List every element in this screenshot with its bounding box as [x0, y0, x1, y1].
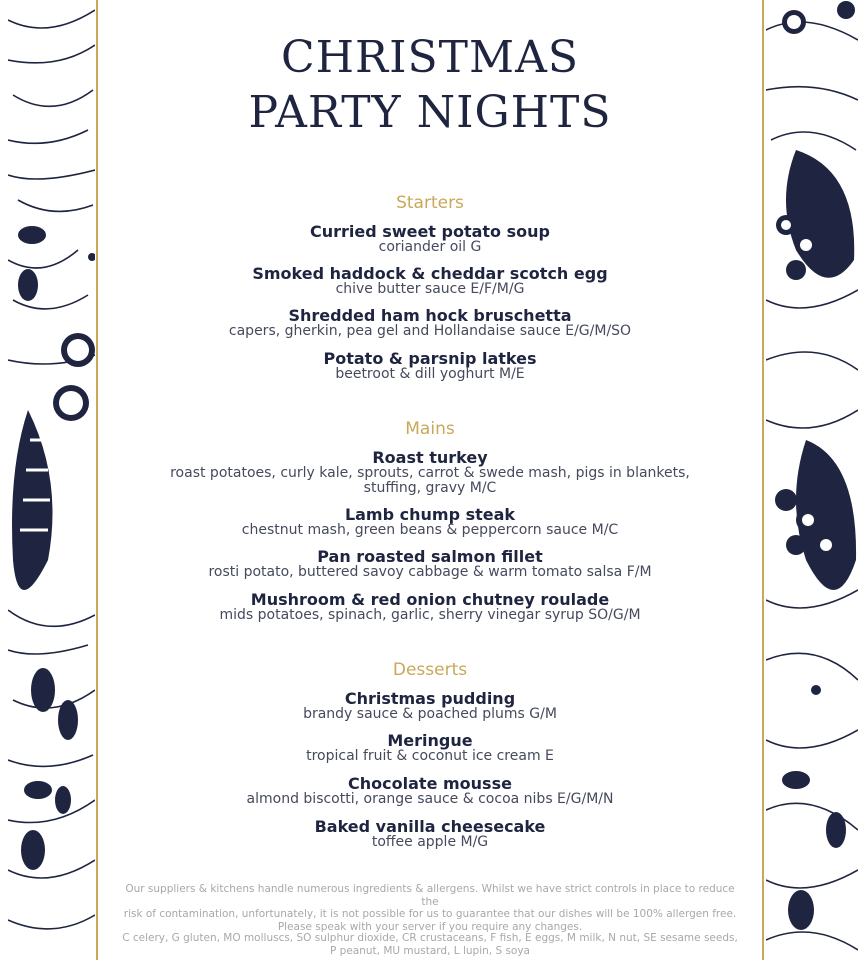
- dish-description: capers, gherkin, pea gel and Hollandaise sauce E/G/M/SO: [228, 323, 632, 339]
- allergen-key-line: P peanut, MU mustard, L lupin, S soya: [329, 944, 530, 957]
- dish-description: tropical fruit & coconut ice cream E: [306, 748, 554, 764]
- dish-lamb-chump-steak: [98, 506, 762, 538]
- allergen-notice: [118, 883, 742, 933]
- dish-description: coriander oil G: [378, 239, 482, 255]
- dish-mushroom-roulade: [98, 591, 762, 623]
- dish-name: Potato & parsnip latkes: [323, 349, 537, 368]
- dish-meringue: [98, 732, 762, 764]
- allergen-key: [118, 932, 742, 957]
- dish-name: Smoked haddock & cheddar scotch egg: [252, 264, 608, 283]
- dish-description: rosti potato, buttered savoy cabbage & warm tomato salsa F/M: [208, 564, 652, 580]
- gold-border-line-right: [762, 0, 764, 960]
- dish-description: roast potatoes, curly kale, sprouts, carrot & swede mash, pigs in blankets,: [170, 465, 690, 481]
- allergen-notice-line: risk of contamination, unfortunately, it is not possible for us to guarantee that our dishes will be 100% allergen free.: [123, 908, 737, 920]
- winter-foliage-illustration-right: [766, 0, 858, 960]
- dish-chocolate-mousse: [98, 775, 762, 807]
- dish-smoked-haddock-scotch-egg: [98, 265, 762, 297]
- dish-name: Mushroom & red onion chutney roulade: [250, 590, 610, 609]
- dish-name: Curried sweet potato soup: [310, 222, 550, 241]
- section-title-starters: Starters: [396, 193, 464, 213]
- allergen-key-line: C celery, G gluten, MO molluscs, SO sulphur dioxide, CR crustaceans, F fish, E eggs, M milk, N nut, SE sesame seeds,: [122, 932, 738, 944]
- dish-name: Meringue: [387, 731, 473, 750]
- dish-description-continued: stuffing, gravy M/C: [363, 480, 497, 496]
- dish-description: chive butter sauce E/F/M/G: [335, 281, 525, 297]
- dish-description: chestnut mash, green beans & peppercorn sauce M/C: [241, 522, 619, 538]
- dish-description: toffee apple M/G: [371, 834, 489, 850]
- dish-description: almond biscotti, orange sauce & cocoa nibs E/G/M/N: [246, 791, 614, 807]
- dish-name: Roast turkey: [372, 448, 488, 467]
- dish-description: brandy sauce & poached plums G/M: [303, 706, 557, 722]
- dish-christmas-pudding: [98, 690, 762, 722]
- left-botanical-border: [8, 0, 95, 960]
- allergen-notice-line: Please speak with your server if you require any changes.: [277, 920, 583, 933]
- dish-description: beetroot & dill yoghurt M/E: [335, 366, 525, 382]
- dish-ham-hock-bruschetta: [98, 307, 762, 339]
- dish-curried-sweet-potato-soup: [98, 223, 762, 255]
- dish-vanilla-cheesecake: [98, 818, 762, 850]
- dish-potato-parsnip-latkes: [98, 350, 762, 382]
- winter-foliage-illustration-left: [8, 0, 95, 960]
- right-botanical-border: [766, 0, 858, 960]
- dish-name: Shredded ham hock bruschetta: [288, 306, 572, 325]
- section-title-mains: Mains: [405, 419, 455, 439]
- dish-name: Pan roasted salmon fillet: [317, 547, 543, 566]
- dish-name: Chocolate mousse: [348, 774, 512, 793]
- section-title-desserts: Desserts: [392, 660, 468, 680]
- dish-name: Baked vanilla cheesecake: [314, 817, 546, 836]
- menu-card: [98, 0, 762, 960]
- allergen-notice-line: Our suppliers & kitchens handle numerous ingredients & allergens. Whilst we have strict controls in place to reduce the: [125, 883, 735, 908]
- dish-name: Christmas pudding: [344, 689, 516, 708]
- dish-pan-roasted-salmon: [98, 548, 762, 580]
- dish-name: Lamb chump steak: [344, 505, 516, 524]
- menu-title-line1: CHRISTMAS: [280, 32, 579, 83]
- dish-description: mids potatoes, spinach, garlic, sherry vinegar syrup SO/G/M: [219, 607, 641, 623]
- dish-roast-turkey: [98, 449, 762, 496]
- menu-title-line2: PARTY NIGHTS: [248, 87, 612, 138]
